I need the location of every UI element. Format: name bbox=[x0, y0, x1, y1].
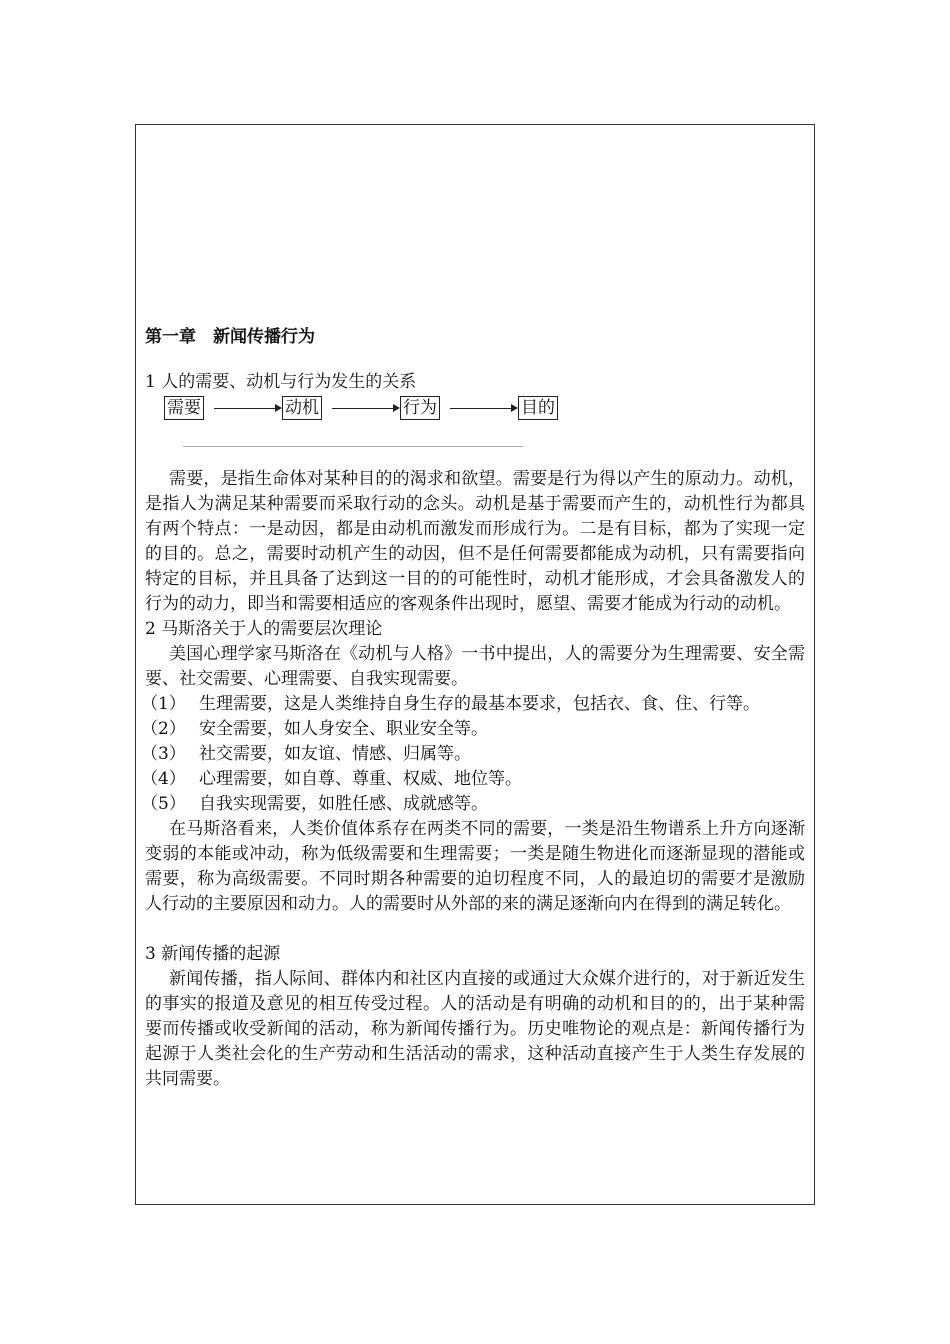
list-number: （2） bbox=[141, 719, 186, 739]
list-item bbox=[141, 767, 805, 792]
list-number: （4） bbox=[141, 769, 186, 789]
list-text: 心理需要，如自尊、尊重、权威、地位等。 bbox=[199, 769, 522, 789]
section1-paragraph: 需要，是指生命体对某种目的的渴求和欲望。需要是行为得以产生的原动力。动机，是指人为满足某种需要而采取行动的念头。动机是基于需要而产生的，动机性行为都具有两个特点：一是动因，都是由动机而激发而形成行为。二是有目标，都为了实现一定的目的。总之，需要时动机产生的动因，但不是任何需要都能成为动机，只有需要指向特定的目标，并且具备了达到这一目的的可能性时，动机才能形成，才会具备激发人的行为的动力，即当和需要相适应的客观条件出现时，愿望、需要才能成为行动的动机。 bbox=[145, 469, 805, 614]
flow-box-need: 需要 bbox=[164, 396, 204, 420]
section2-intro: 美国心理学家马斯洛在《动机与人格》一书中提出，人的需要分为生理需要、安全需要、社交需要、心理需要、自我实现需要。 bbox=[145, 644, 805, 689]
arrow-right-icon bbox=[214, 397, 282, 419]
list-item bbox=[141, 717, 805, 742]
list-item bbox=[141, 692, 805, 717]
list-text: 社交需要，如友谊、情感、归属等。 bbox=[199, 744, 471, 764]
section3-paragraph: 新闻传播，指人际间、群体内和社区内直接的或通过大众媒介进行的，对于新近发生的事实的报道及意见的相互传受过程。人的活动是有明确的动机和目的的，出于某种需要而传播或收受新闻的活动，称为新闻传播行为。历史唯物论的观点是：新闻传播行为起源于人类社会化的生产劳动和生活活动的需求，这种活动直接产生于人类生存发展的共同需要。 bbox=[145, 969, 805, 1089]
list-item bbox=[141, 792, 805, 817]
list-text: 安全需要，如人身安全、职业安全等。 bbox=[199, 719, 488, 739]
list-number: （1） bbox=[141, 694, 186, 714]
divider-line bbox=[183, 446, 523, 447]
arrow-right-icon bbox=[332, 397, 400, 419]
section3-heading: 3 新闻传播的起源 bbox=[145, 944, 281, 964]
flow-box-goal: 目的 bbox=[518, 396, 558, 420]
spacer bbox=[145, 917, 805, 942]
list-text: 生理需要，这是人类维持自身生存的最基本要求，包括衣、食、住、行等。 bbox=[199, 694, 760, 714]
flow-box-behavior: 行为 bbox=[400, 396, 440, 420]
list-item bbox=[141, 742, 805, 767]
document-content bbox=[141, 325, 805, 1092]
list-number: （5） bbox=[141, 794, 186, 814]
list-number: （3） bbox=[141, 744, 186, 764]
section2-conclusion: 在马斯洛看来，人类价值体系存在两类不同的需要，一类是沿生物谱系上升方向逐渐变弱的本能或冲动，称为低级需要和生理需要；一类是随生物进化而逐渐显现的潜能或需要，称为高级需要。不同时期各种需要的迫切程度不同，人的最迫切的需要才是激励人行动的主要原因和动力。人的需要时从外部的来的满足逐渐向内在得到的满足转化。 bbox=[145, 819, 805, 914]
need-motive-behavior-flow bbox=[164, 395, 805, 421]
list-text: 自我实现需要，如胜任感、成就感等。 bbox=[199, 794, 488, 814]
arrow-right-icon bbox=[450, 397, 518, 419]
chapter-title: 第一章 新闻传播行为 bbox=[145, 327, 315, 347]
flow-box-motive: 动机 bbox=[282, 396, 322, 420]
section1-heading: 1 人的需要、动机与行为发生的关系 bbox=[145, 372, 417, 392]
section2-heading: 2 马斯洛关于人的需要层次理论 bbox=[145, 619, 383, 639]
